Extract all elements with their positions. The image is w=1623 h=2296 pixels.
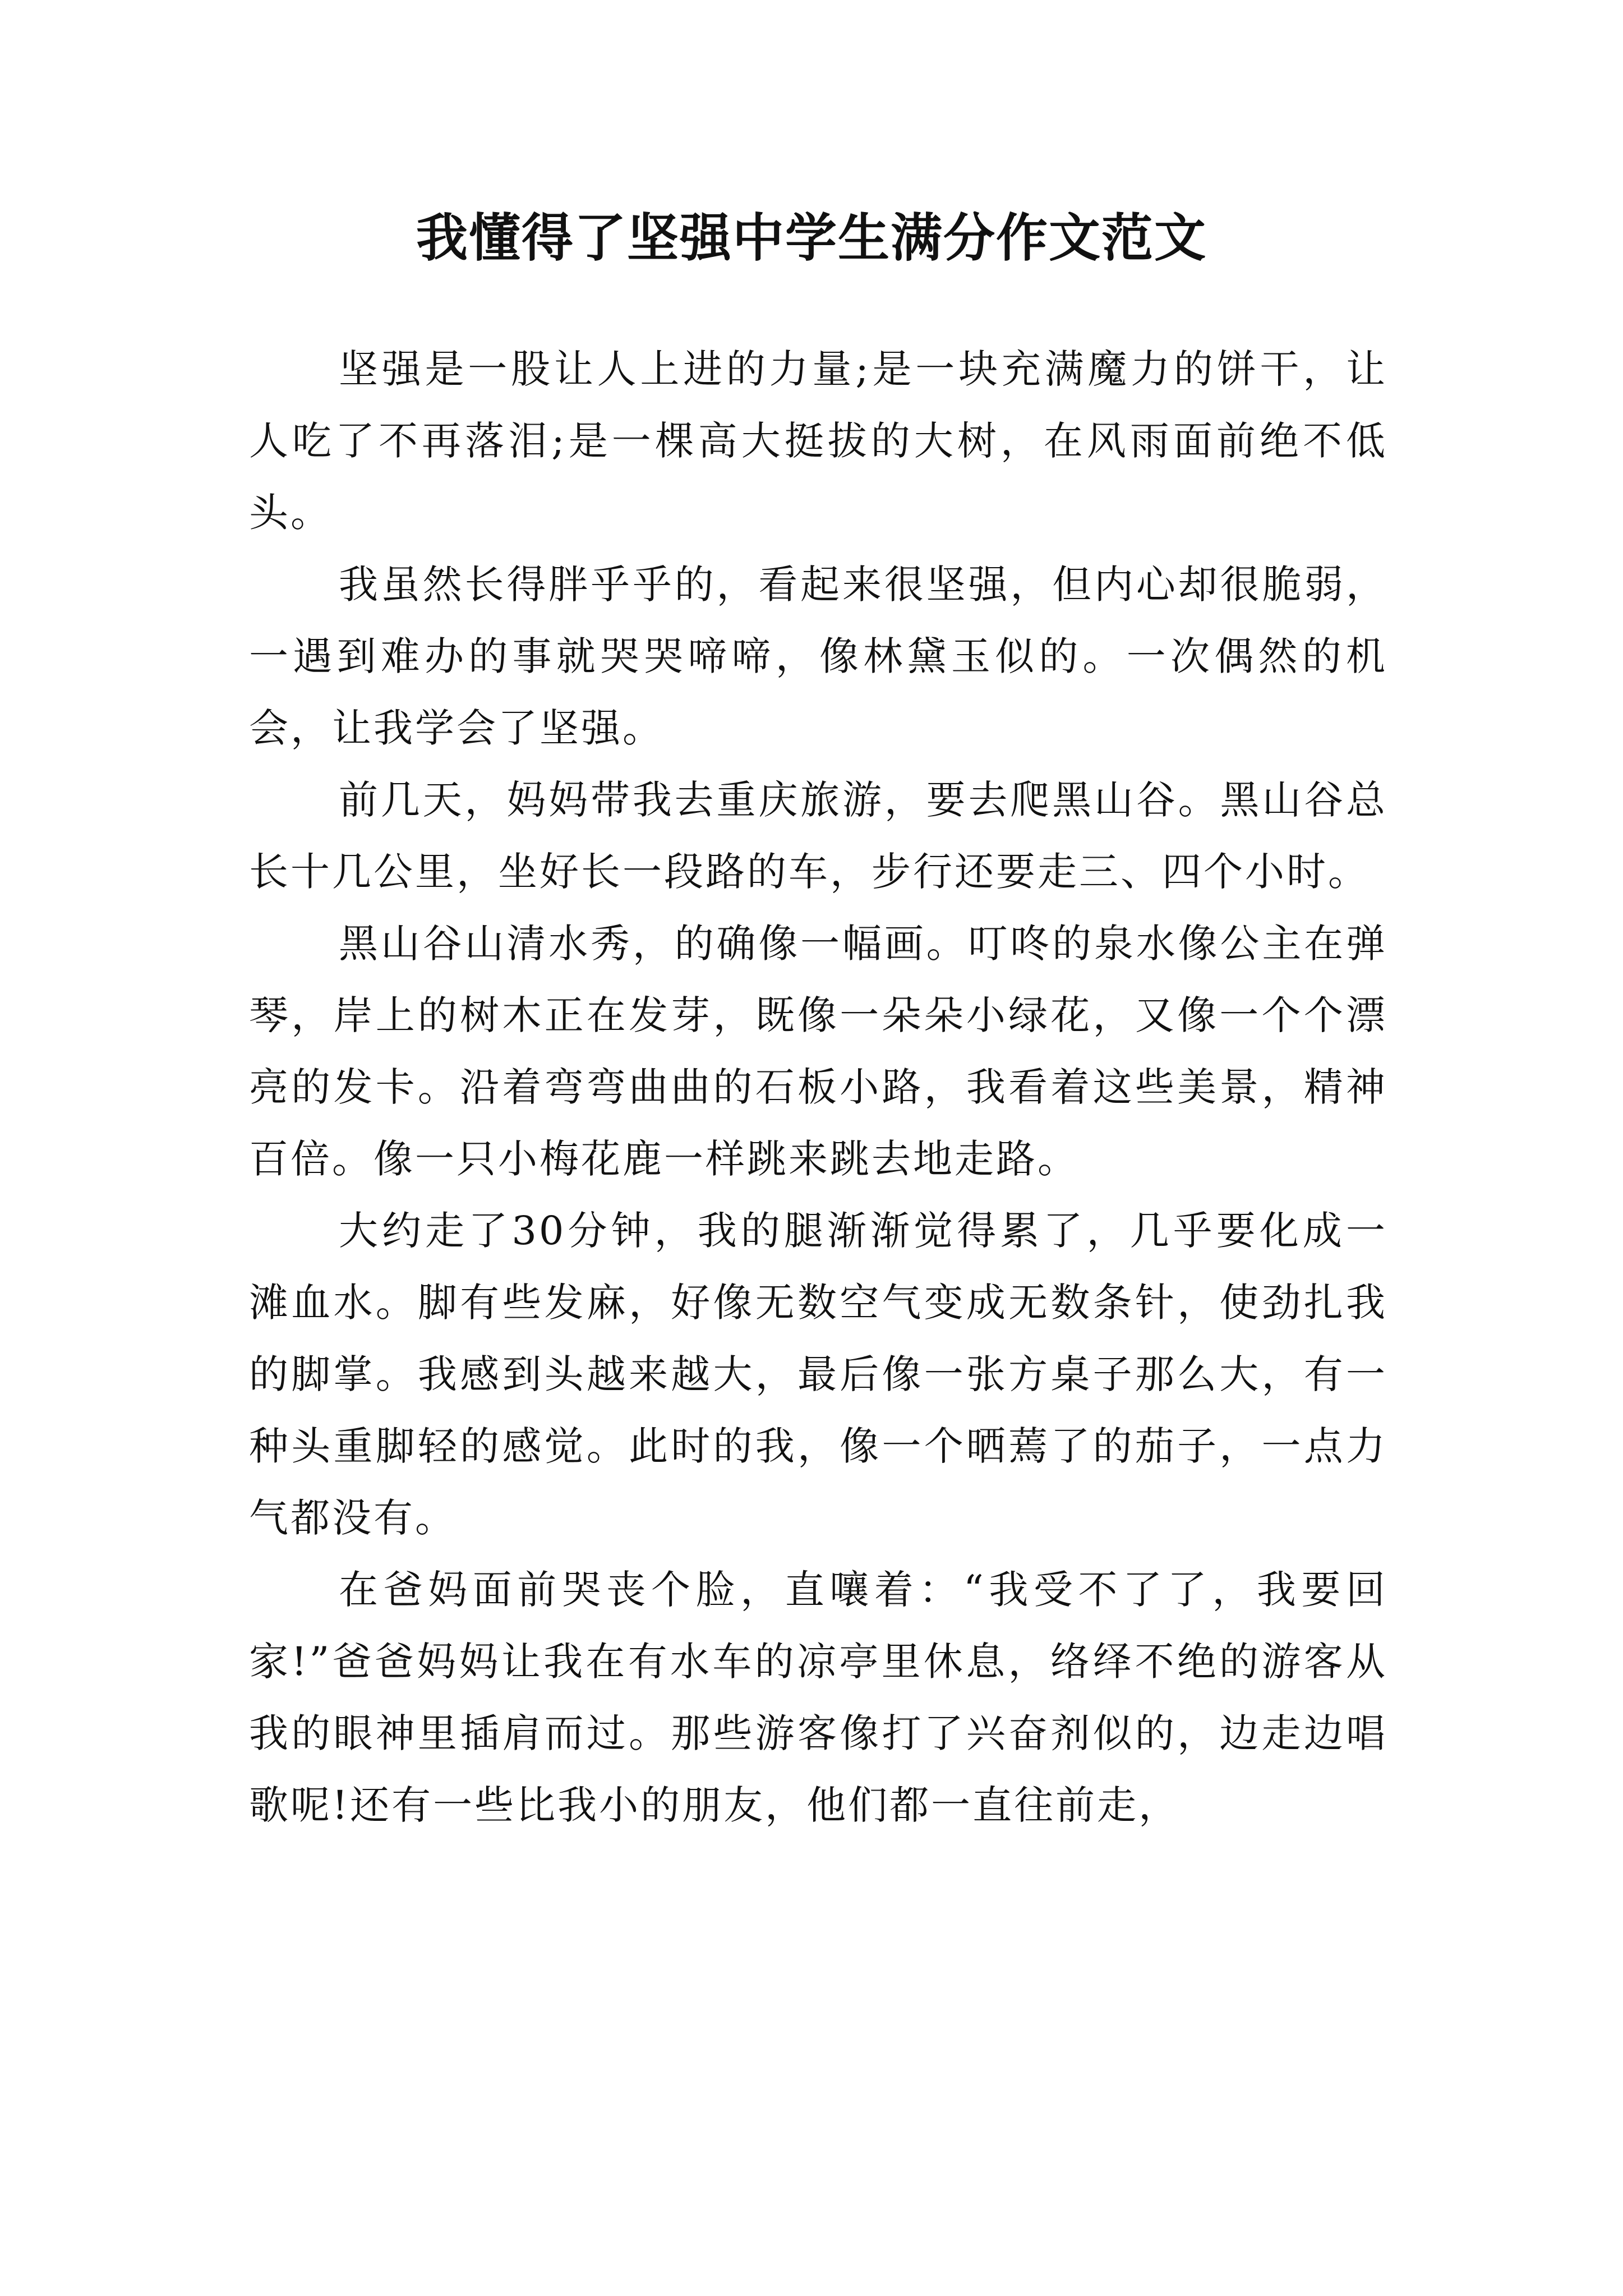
paragraph-3: 前几天，妈妈带我去重庆旅游，要去爬黑山谷。黑山谷总长十几公里，坐好长一段路的车，步行还要走三、四个小时。 [249, 777, 1387, 895]
paragraph-5: 大约走了30分钟，我的腿渐渐觉得累了，几乎要化成一滩血水。脚有些发麻，好像无数空气变成无数条针，使劲扎我的脚掌。我感到头越来越大，最后像一张方桌子那么大，有一种头重脚轻的感觉。此时的我，像一个晒蔫了的茄子，一点力气都没有。 [249, 1208, 1387, 1541]
paragraph-6: 在爸妈面前哭丧个脸，直嚷着：“我受不了了，我要回家!”爸爸妈妈让我在有水车的凉亭里休息，络绎不绝的游客从我的眼神里插肩而过。那些游客像打了兴奋剂似的，边走边唱歌呢!还有一些比我小的朋友，他们都一直往前走， [249, 1567, 1387, 1828]
paragraph-2: 我虽然长得胖乎乎的，看起来很坚强，但内心却很脆弱，一遇到难办的事就哭哭啼啼，像林黛玉似的。一次偶然的机会，让我学会了坚强。 [249, 562, 1387, 751]
document-body [249, 333, 1387, 1841]
paragraph-4: 黑山谷山清水秀，的确像一幅画。叮咚的泉水像公主在弹琴，岸上的树木正在发芽，既像一朵朵小绿花，又像一个个漂亮的发卡。沿着弯弯曲曲的石板小路，我看着这些美景，精神百倍。像一只小梅花鹿一样跳来跳去地走路。 [249, 921, 1387, 1182]
paragraph-1: 坚强是一股让人上进的力量;是一块充满魔力的饼干，让人吃了不再落泪;是一棵高大挺拔的大树，在风雨面前绝不低头。 [249, 346, 1387, 536]
document-title: 我懂得了坚强中学生满分作文范文 [416, 208, 1207, 268]
